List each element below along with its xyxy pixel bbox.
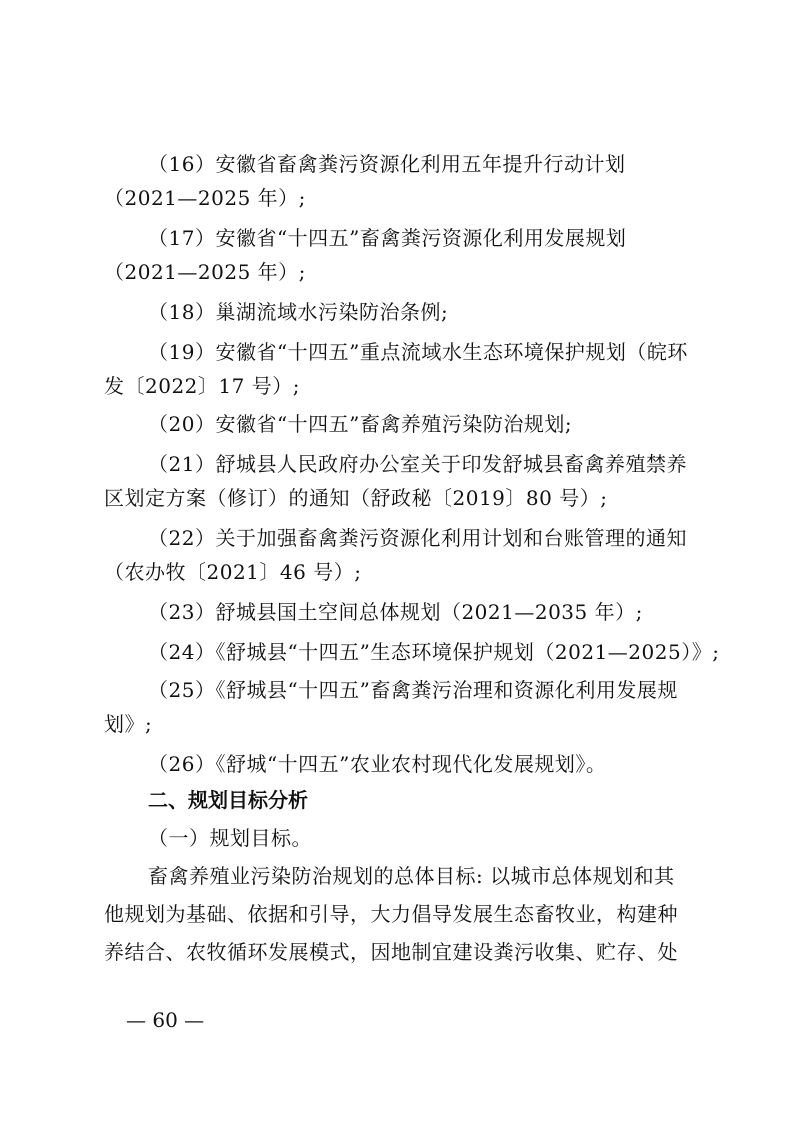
reference-item-17-line-2: （2021—2025 年）;	[104, 260, 306, 284]
reference-item-20: （20）安徽省“十四五”畜禽养殖污染防治规划;	[148, 412, 573, 436]
reference-item-25-line-2: 划》;	[104, 712, 153, 736]
reference-item-19-line-1: （19）安徽省“十四五”重点流域水生态环境保护规划（皖环	[148, 340, 688, 364]
reference-item-19-line-2: 发〔2022〕17 号）;	[104, 374, 300, 398]
section-heading: 二、规划目标分析	[148, 788, 308, 812]
reference-item-16-line-1: （16）安徽省畜禽粪污资源化利用五年提升行动计划	[148, 152, 626, 176]
reference-item-24: （24）《舒城县“十四五”生态环境保护规划（2021—2025）》;	[148, 640, 720, 664]
reference-item-16-line-2: （2021—2025 年）;	[104, 186, 306, 210]
page-number: — 60 —	[126, 1008, 205, 1032]
reference-item-22-line-2: （农办牧〔2021〕46 号）;	[104, 560, 362, 584]
reference-item-22-line-1: （22）关于加强畜禽粪污资源化利用计划和台账管理的通知	[148, 526, 687, 550]
reference-item-17-line-1: （17）安徽省“十四五”畜禽粪污资源化利用发展规划	[148, 226, 627, 250]
body-paragraph-line-1: 畜禽养殖业污染防治规划的总体目标: 以城市总体规划和其	[148, 864, 675, 888]
reference-item-18: （18）巢湖流域水污染防治条例;	[148, 300, 449, 324]
body-paragraph-line-3: 养结合、农牧循环发展模式，因地制宜建设粪污收集、贮存、处	[104, 940, 678, 964]
reference-item-21-line-1: （21）舒城县人民政府办公室关于印发舒城县畜禽养殖禁养	[148, 452, 687, 476]
reference-item-23: （23）舒城县国土空间总体规划（2021—2035 年）;	[148, 600, 643, 624]
body-paragraph-line-2: 他规划为基础、依据和引导，大力倡导发展生态畜牧业，构建种	[104, 902, 678, 926]
reference-item-26: （26）《舒城“十四五”农业农村现代化发展规划》。	[148, 752, 607, 776]
reference-item-21-line-2: 区划定方案（修订）的通知（舒政秘〔2019〕80 号）;	[104, 486, 608, 510]
reference-item-25-line-1: （25）《舒城县“十四五”畜禽粪污治理和资源化利用发展规	[148, 678, 678, 702]
subsection-heading: （一）规划目标。	[148, 826, 312, 850]
